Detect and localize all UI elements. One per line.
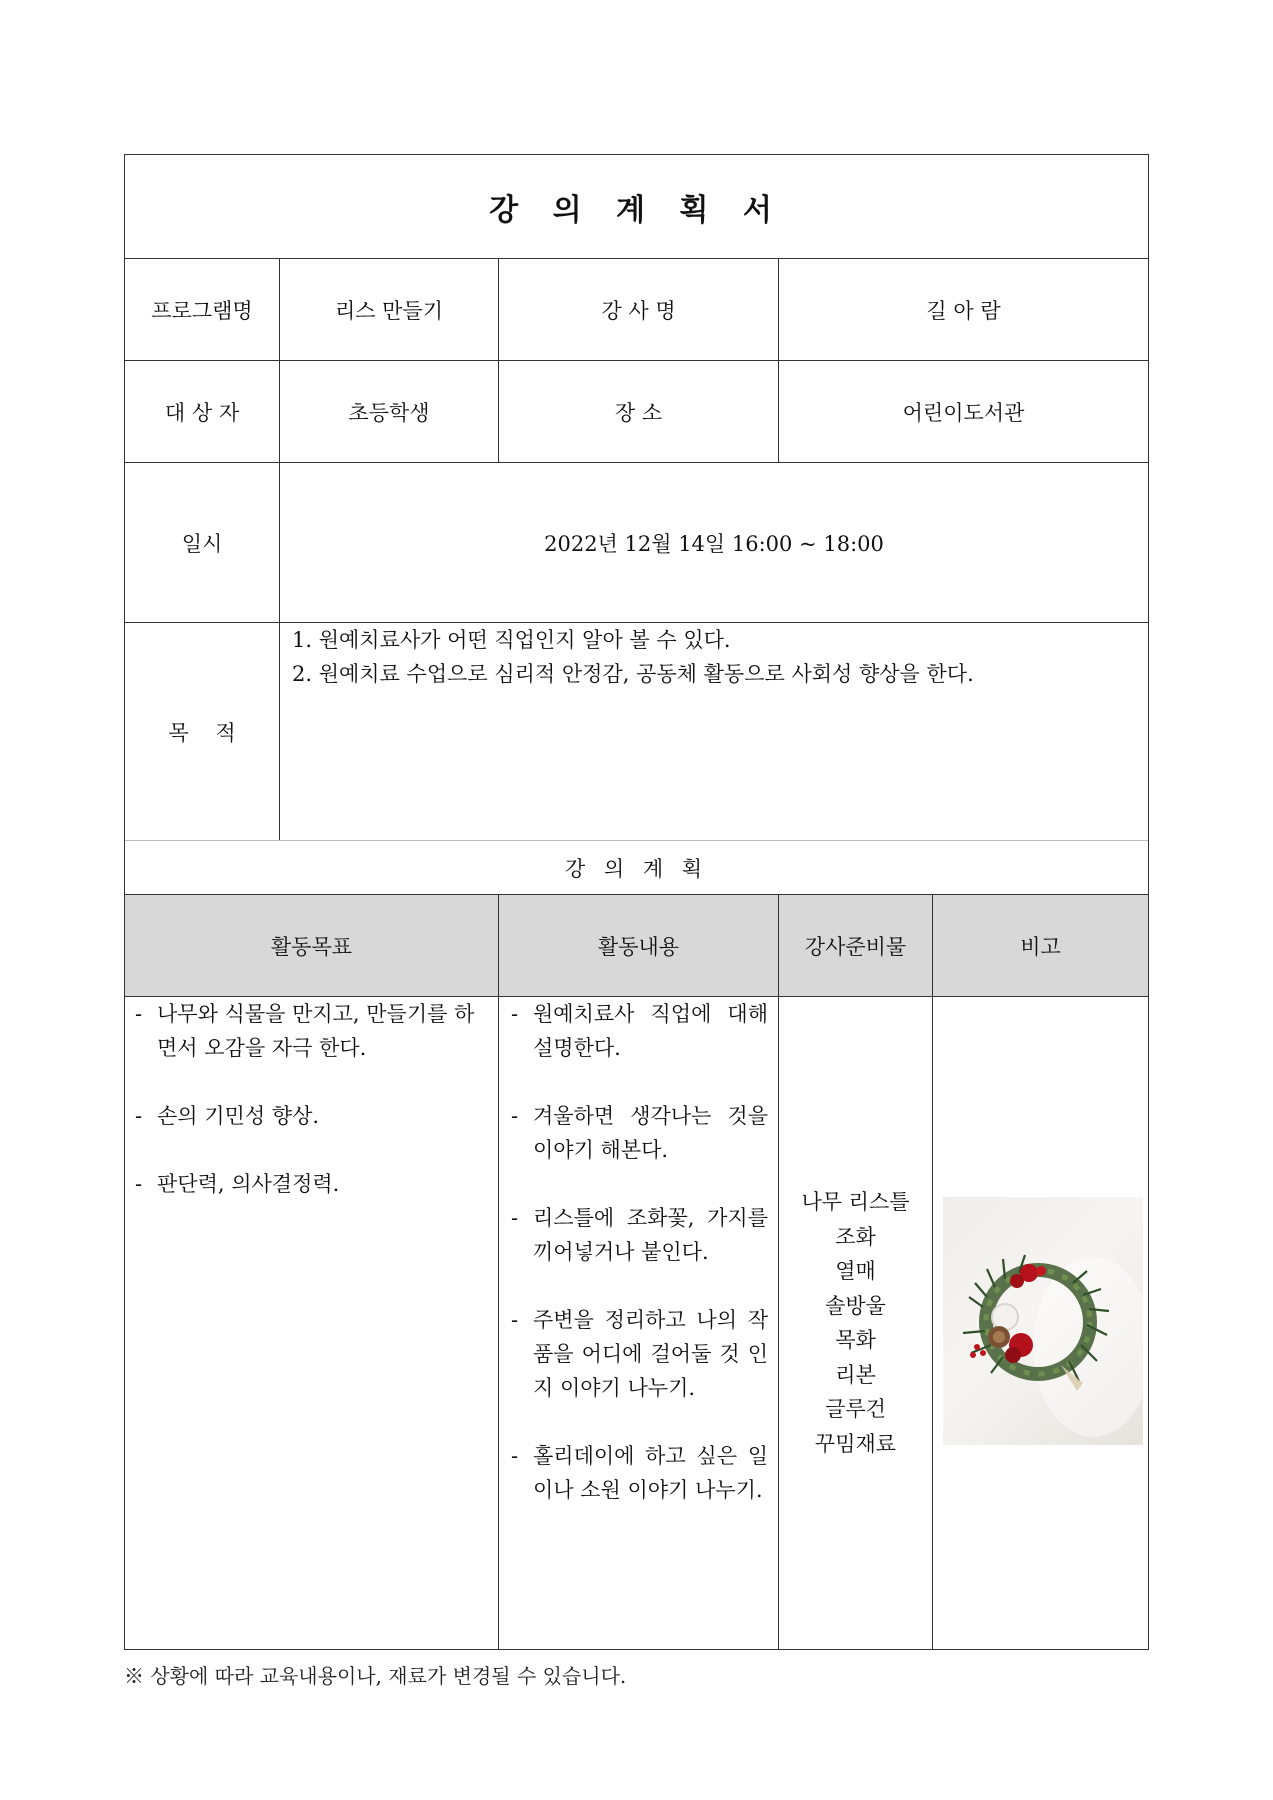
lecture-plan-table	[124, 154, 1149, 1650]
wreath-illustration	[943, 1197, 1143, 1445]
datetime-row	[125, 462, 1148, 622]
target-value: 초등학생	[279, 361, 498, 462]
target-row	[125, 360, 1148, 462]
header-contents: 활동내용	[498, 895, 778, 996]
material-item: 리본	[835, 1362, 876, 1387]
target-label: 대 상 자	[164, 400, 240, 425]
instructor-value: 길 아 람	[778, 259, 1148, 360]
place-value: 어린이도서관	[778, 361, 1148, 462]
plan-header-row	[125, 894, 1148, 996]
material-item: 열매	[835, 1259, 876, 1283]
goal-item: - 판단력, 의사결정력.	[135, 1172, 340, 1196]
program-row	[125, 258, 1148, 360]
purpose-list	[279, 623, 1148, 840]
plan-heading-row	[125, 840, 1148, 894]
goal-item: - 손의 기민성 향상.	[135, 1104, 320, 1128]
contents-cell	[498, 997, 778, 1649]
document-title: 강 의 계 획 서	[489, 192, 784, 228]
content-item: - 주변을 정리하고 나의 작품을 어디에 걸어둘 것 인지 이야기 나누기.	[511, 1308, 768, 1400]
content-item: - 원예치료사 직업에 대해 설명한다.	[511, 1002, 768, 1060]
material-item: 나무 리스틀	[801, 1190, 910, 1214]
material-item: 꾸밈재료	[814, 1431, 897, 1456]
goals-cell	[125, 997, 498, 1649]
purpose-item: 2. 원예치료 수업으로 심리적 안정감, 공동체 활동으로 사회성 향상을 한다.	[292, 662, 974, 686]
notes-cell	[932, 997, 1148, 1649]
content-item: - 리스틀에 조화꽃, 가지를 끼어넣거나 붙인다.	[511, 1206, 768, 1264]
content-item: - 겨울하면 생각나는 것을 이야기 해본다.	[511, 1104, 768, 1162]
datetime-label: 일시	[181, 531, 223, 556]
place-label: 장 소	[498, 361, 778, 462]
wreath-photo	[943, 1197, 1143, 1445]
header-notes: 비고	[932, 895, 1148, 996]
footer-note: ※ 상황에 따라 교육내용이나, 재료가 변경될 수 있습니다.	[124, 1664, 627, 1688]
header-materials: 강사준비물	[778, 895, 932, 996]
purpose-label: 목 적	[168, 720, 236, 745]
material-item: 조화	[835, 1224, 876, 1249]
materials-cell	[778, 997, 932, 1649]
material-item: 솔방울	[825, 1293, 886, 1318]
plan-body-row	[125, 996, 1148, 1649]
header-goals: 활동목표	[270, 934, 353, 959]
content-item: - 홀리데이에 하고 싶은 일이나 소원 이야기 나누기.	[511, 1444, 768, 1502]
purpose-row	[125, 622, 1148, 840]
instructor-label: 강 사 명	[498, 259, 778, 360]
plan-heading: 강 의 계 획	[564, 856, 709, 881]
purpose-item: 1. 원예치료사가 어떤 직업인지 알아 볼 수 있다.	[292, 628, 731, 652]
material-item: 글루건	[825, 1397, 886, 1421]
goal-item: - 나무와 식물을 만지고, 만들기를 하면서 오감을 자극 한다.	[135, 1002, 475, 1060]
program-label: 프로그램명	[151, 298, 253, 323]
program-value: 리스 만들기	[279, 259, 498, 360]
datetime-value: 2022년 12월 14일 16:00 ~ 18:00	[279, 463, 1148, 622]
material-item: 목화	[835, 1328, 876, 1352]
